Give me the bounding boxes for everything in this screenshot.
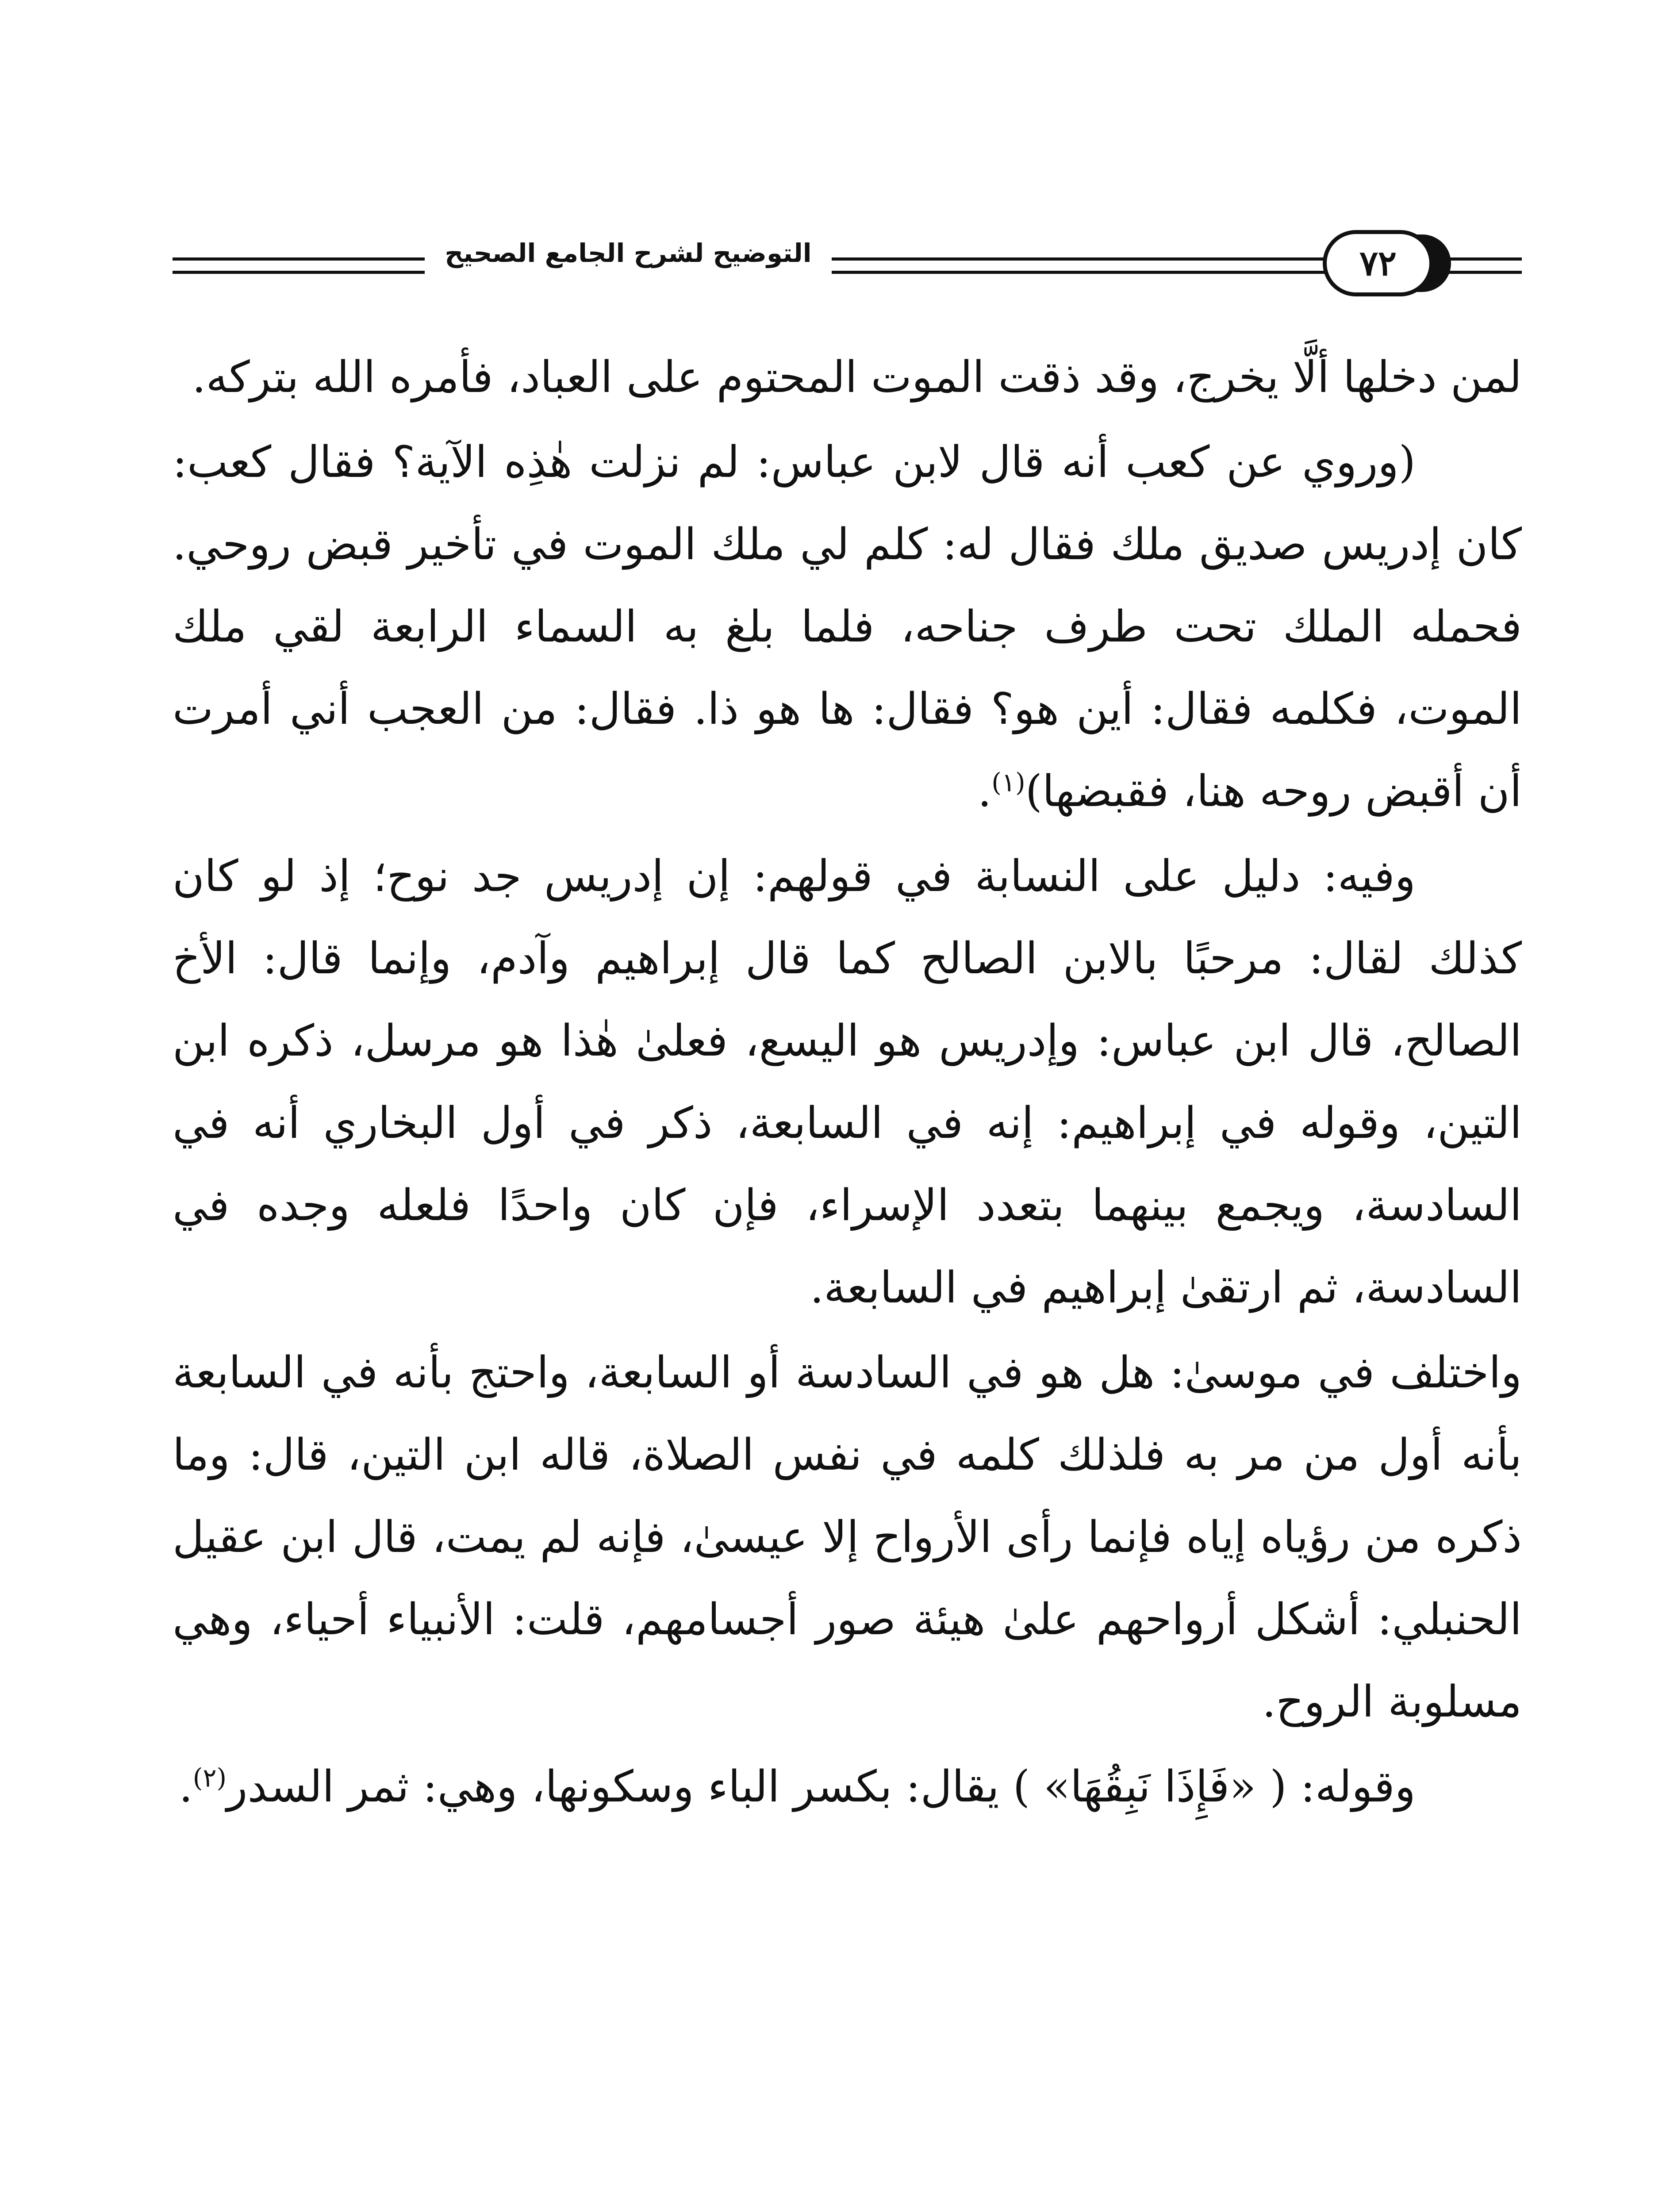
paragraph-text: لمن دخلها ألَّا يخرج، وقد ذقت الموت المحتوم على العباد، فأمره الله بتركه. [192,352,1522,403]
paragraph-text: واختلف في موسىٰ: هل هو في السادسة أو السابعة، واحتج بأنه في السابعة بأنه أول من مر به فلذلك كلمه في نفس الصلاة، قاله ابن التين، قال: وما ذكره من رؤياه إياه فإنما رأى الأرواح إلا عيسىٰ، فإنه لم يمت، قال ابن عقيل الحنبلي: أشكل أرواحهم علىٰ هيئة صور أجسامهم، قلت: الأنبياء أحياء، وهي مسلوبة الروح. [173,1348,1522,1727]
paragraph-text: (وروي عن كعب أنه قال لابن عباس: لم نزلت هٰذِه الآية؟ فقال كعب: كان إدريس صديق ملك فقال له: كلم لي ملك الموت في تأخير قبض روحي. فحمله الملك تحت طرف جناحه، فلما بلغ به السماء الرابعة لقي ملك الموت، فكلمه فقال: أين هو؟ فقال: ها هو ذا. فقال: من العجب أني أمرت أن أقبض روحه هنا، فقبضها) [173,437,1522,817]
book-title: التوضيح لشرح الجامع الصحيح [445,238,812,268]
paragraph-text: وقوله: ( «فَإِذَا نَبِقُهَا» ) يقال: بكسر الباء وسكونها، وهي: ثمر السدر [227,1762,1416,1812]
main-text [173,336,1522,1831]
page-number: ٧٢ [1359,243,1397,284]
header-rule [1447,271,1522,274]
paragraph [173,421,1522,833]
footnote-ref: (٢) [192,1763,227,1793]
paragraph [173,835,1522,1329]
header-rule [1447,257,1522,261]
paragraph [173,1332,1522,1743]
punctuation: . [978,766,992,817]
header-rule [173,257,425,261]
header-rule [173,271,425,274]
punctuation: . [179,1762,193,1812]
paragraph [173,1746,1522,1828]
paragraph [173,336,1522,419]
running-header [173,230,1522,301]
footnote-ref: (١) [991,767,1025,798]
page-number-badge [1323,230,1433,296]
paragraph-text: وفيه: دليل على النسابة في قولهم: إن إدريس جد نوح؛ إذ لو كان كذلك لقال: مرحبًا بالابن الصالح كما قال إبراهيم وآدم، وإنما قال: الأخ الصالح، قال ابن عباس: وإدريس هو اليسع، فعلىٰ هٰذا هو مرسل، ذكره ابن التين، وقوله في إبراهيم: إنه في السابعة، ذكر في أول البخاري أنه في السادسة، ويجمع بينهما بتعدد الإسراء، فإن كان واحدًا فلعله وجده في السادسة، ثم ارتقىٰ إبراهيم في السابعة. [173,851,1522,1313]
